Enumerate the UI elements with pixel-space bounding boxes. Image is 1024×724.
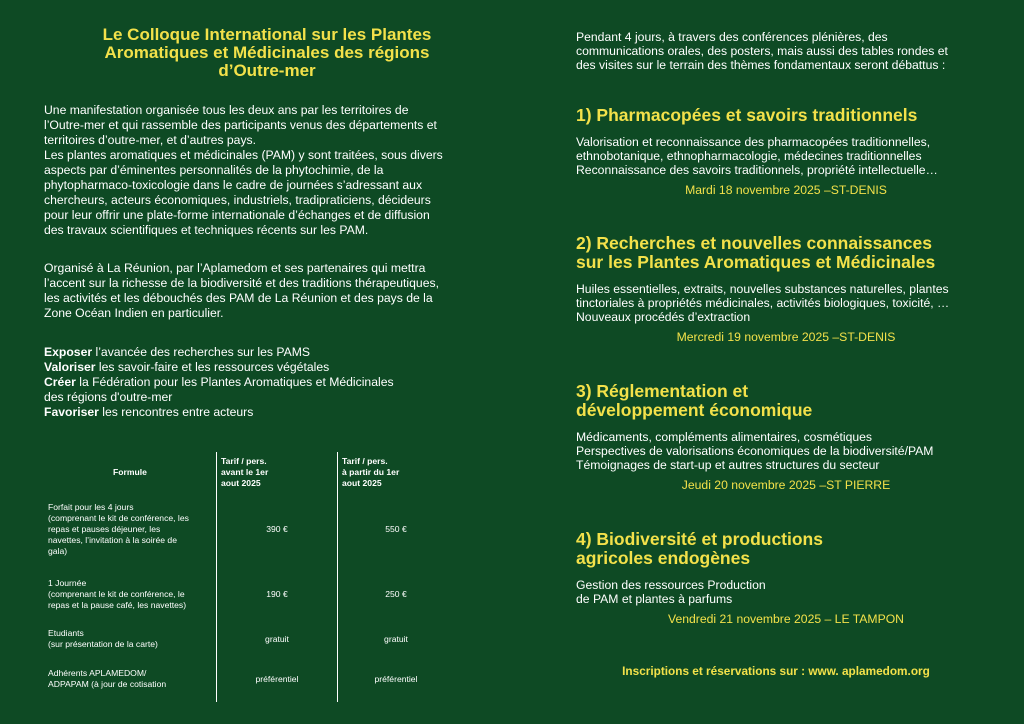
table-row: Etudiants (sur présentation de la carte) gratuit gratuit — [44, 622, 454, 656]
theme-description: Médicaments, compléments alimentaires, cosmétiques Perspectives de valorisations économiques de la biodiversité/PAM Témoignages de start-up et autres structures du secteur — [576, 430, 934, 472]
header-tarif-avant: Tarif / pers. avant le 1er aout 2025 — [217, 452, 338, 492]
theme-section-4 — [576, 530, 996, 626]
pricing-table — [44, 452, 454, 702]
theme-description: Gestion des ressources Production de PAM et plantes à parfums — [576, 578, 766, 606]
theme-description: Huiles essentielles, extraits, nouvelles substances naturelles, plantes tinctoriales à propriétés médicinales, activités biologiques, toxicité, … Nouveaux procédés d’extraction — [576, 282, 950, 324]
registration-footer: Inscriptions et réservations sur : www. aplamedom.org — [622, 664, 930, 678]
theme-heading: 2) Recherches et nouvelles connaissances sur les Plantes Aromatiques et Médicinales — [576, 233, 936, 272]
goal-item: Valoriser les savoir-faire et les ressources végétales — [44, 360, 330, 374]
goal-item: Exposer l’avancée des recherches sur les PAMS — [44, 345, 311, 359]
theme-section-2 — [576, 234, 996, 344]
goal-item: Créer la Fédération pour les Plantes Aromatiques et Médicinales — [44, 375, 394, 389]
program-intro: Pendant 4 jours, à travers des conférences plénières, des communications orales, des posters, mais aussi des tables rondes et des visites sur le terrain des thèmes fondamentaux seront débattus : — [576, 30, 948, 72]
page-title: Le Colloque International sur les Plantes Aromatiques et Médicinales des régions d’Outre-mer — [102, 25, 432, 80]
theme-heading: 1) Pharmacopées et savoirs traditionnels — [576, 105, 918, 125]
organisation-paragraph: Organisé à La Réunion, par l’Aplamedom et ses partenaires qui mettra l’accent sur la richesse de la biodiversité et des traditions thérapeutiques, les activités et les débouchés des PAM de La Réunion et des pays de la Zone Océan Indien en particulier. — [44, 261, 439, 320]
theme-date: Mercredi 19 novembre 2025 –ST-DENIS — [676, 330, 896, 344]
intro-paragraph: Une manifestation organisée tous les deux ans par les territoires de l’Outre-mer et qui rassemble des participants venus des départements et territoires d’outre-mer, et d’autres pays. Les plantes aromatiques et médicinales (PAM) y sont traitées, sous divers aspects par d’éminentes personnalités de la phytochimie, de la phytopharmaco-toxicologie dans le cadre de journées s’adressant aux chercheurs, acteurs économiques, industriels, tradipraticiens, décideurs pour leur offrir une plate-forme internationale d’échanges et de diffusion des travaux scientifiques et techniques récents sur les PAM. — [44, 103, 443, 237]
theme-section-1 — [576, 106, 996, 197]
theme-date: Mardi 18 novembre 2025 –ST-DENIS — [685, 183, 887, 197]
goal-item: Favoriser les rencontres entre acteurs — [44, 405, 254, 419]
goals-list — [44, 345, 484, 420]
table-row: Forfait pour les 4 jours (comprenant le kit de conférence, les repas et pauses déjeuner, les navettes, l’invitation à la soirée de gala) 390 € 550 € — [44, 492, 454, 566]
theme-section-3 — [576, 382, 996, 492]
theme-date: Vendredi 21 novembre 2025 – LE TAMPON — [668, 612, 904, 626]
theme-description: Valorisation et reconnaissance des pharmacopées traditionnelles, ethnobotanique, ethnopharmacologie, médecines traditionnelles Reconnaissance des savoirs traditionnels, propriété intellectuelle… — [576, 135, 938, 177]
theme-heading: 3) Réglementation et développement économique — [576, 381, 813, 420]
goal-item: des régions d'outre-mer — [44, 390, 173, 404]
theme-date: Jeudi 20 novembre 2025 –ST PIERRE — [681, 478, 891, 492]
header-tarif-apres: Tarif / pers. à partir du 1er aout 2025 — [338, 452, 455, 492]
table-row: 1 Journée (comprenant le kit de conférence, le repas et la pause café, les navettes) 190 € 250 € — [44, 566, 454, 622]
table-row: Adhérents APLAMEDOM/ ADPAPAM (à jour de cotisation préférentiel préférentiel — [44, 656, 454, 702]
theme-heading: 4) Biodiversité et productions agricoles endogènes — [576, 529, 823, 568]
header-formule: Formule — [113, 466, 147, 477]
